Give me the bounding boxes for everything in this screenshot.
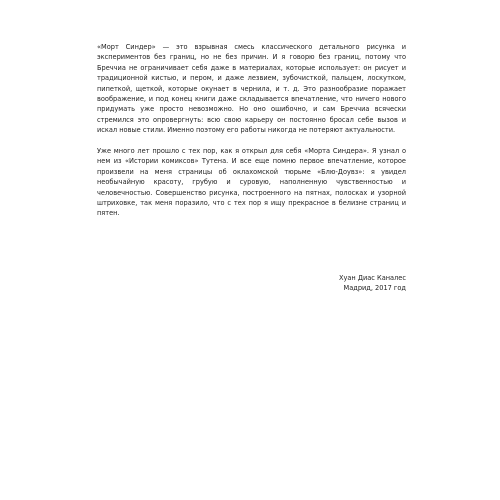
signature-author: Хуан Диас Каналес <box>338 274 406 282</box>
signature-block <box>206 273 406 294</box>
paragraph-1: «Морт Синдер» — это взрывная смесь классического детального рисунка и экспериментов без границ, но не без причин. И я говорю без границ, потому что Бреччиа не ограничивает себя даже в материалах, которые использует: он рисует и традиционной кистью, и пером, и даже лезвием, зубочисткой, пальцем, лоскутком, пипеткой, щеткой, которые окунает в чернила, и т. д. Это разнообразие поражает воображение, и под конец книги даже складывается впечатление, что ничего нового придумать уже просто невозможно. Но оно ошибочно, и сам Бреччиа всячески стремился это опровергнуть: всю свою карьеру он постоянно бросал себе вызов и искал новые стили. Именно поэтому его работы никогда не потеряют актуальности. <box>97 43 406 135</box>
signature-place-date: Мадрид, 2017 год <box>343 284 406 293</box>
paragraph-2: Уже много лет прошло с тех пор, как я открыл для себя «Морта Синдера». Я узнал о нем из «Истории комиксов» Тутена. И все еще помню первое впечатление, которое произвели на меня страницы об оклахомской тюрьме «Блю-Доувз»: я увидел необычайную красоту, грубую и суровую, наполненную чувственностью и человечностью. Совершенство рисунка, построенного на пятнах, полосках и узорной штриховке, так меня поразило, что с тех пор я ищу прекрасное в белизне страниц и пятен. <box>97 147 406 218</box>
body-text <box>97 42 406 219</box>
